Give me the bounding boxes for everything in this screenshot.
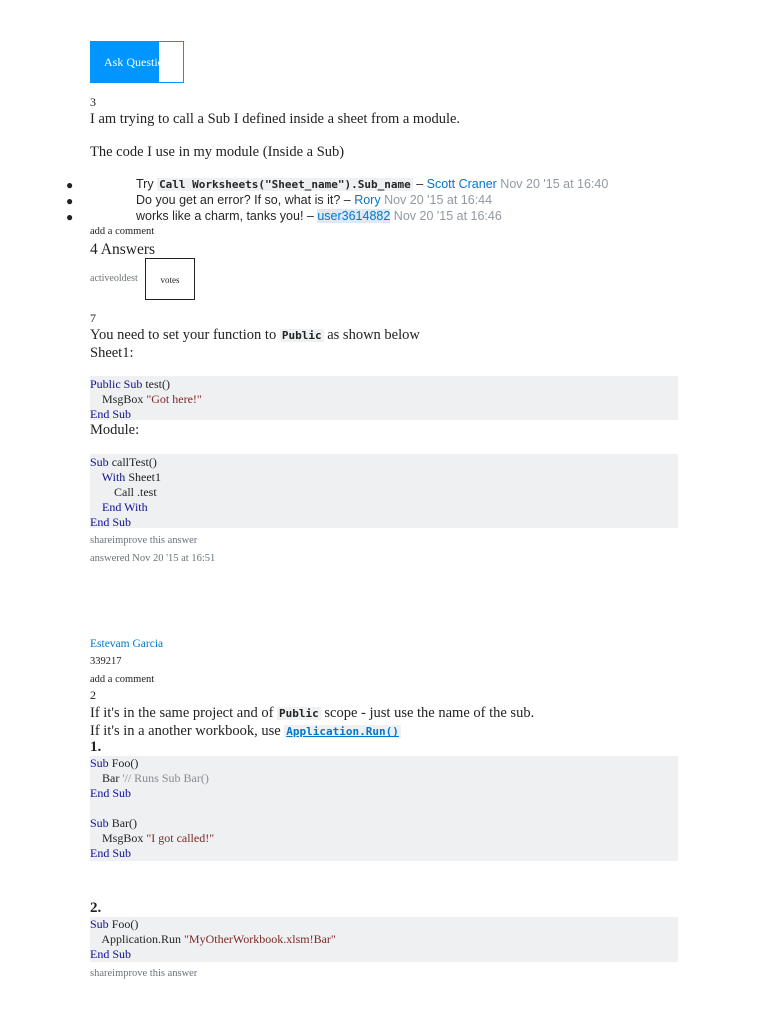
comment-user-link[interactable]: user3614882: [317, 209, 391, 223]
code-token: Bar(): [108, 816, 138, 830]
bullet-icon: ●: [66, 178, 74, 192]
code-line: [90, 470, 678, 485]
bullet-icon: ●: [66, 194, 74, 208]
code-token: test(): [142, 377, 170, 391]
sort-tab-active[interactable]: active: [90, 273, 114, 284]
code-token: End Sub: [90, 407, 132, 421]
heading-2: 2.: [90, 900, 102, 916]
code-line: [90, 500, 678, 515]
code-line: [90, 756, 678, 771]
ask-button-label: Ask Question: [104, 55, 170, 69]
code-line: [90, 377, 678, 392]
code-token: Foo(): [108, 917, 139, 931]
comment-2: Do you get an error? If so, what is it? – Rory Nov 20 '15 at 16:44: [136, 193, 493, 207]
answers-header: 4 Answers: [90, 241, 156, 258]
code-line: [90, 801, 678, 816]
code-block: [90, 917, 678, 962]
code-token: "MyOtherWorkbook.xlsm!Bar": [184, 932, 336, 946]
comment-3: works like a charm, tanks you! – user3614882 Nov 20 '15 at 16:46: [136, 209, 502, 223]
add-comment-link[interactable]: add a comment: [90, 674, 155, 685]
code-block: [90, 454, 678, 528]
code-line: [90, 846, 678, 861]
answer1-score: 7: [90, 311, 96, 325]
bullet-icon: ●: [66, 210, 74, 224]
code-token: Sub: [90, 917, 109, 931]
improve-link[interactable]: improve this answer: [112, 968, 198, 979]
answer1-share-improve: [90, 535, 197, 546]
code-token: Sub: [90, 455, 109, 469]
code-token: Sheet1: [125, 470, 161, 484]
code-line: [90, 831, 678, 846]
code-line: [90, 515, 678, 530]
code-token: With: [101, 470, 126, 484]
add-comment-link[interactable]: add a comment: [90, 226, 155, 237]
comment-user-link[interactable]: Rory: [354, 193, 381, 207]
comment-time: Nov 20 '15 at 16:40: [496, 177, 609, 191]
code-token: Call .test: [90, 485, 157, 499]
answer2-score: 2: [90, 688, 96, 702]
code-token: Public Sub: [90, 377, 143, 391]
code-token: End With: [102, 500, 148, 514]
code-token: "I got called!": [146, 831, 215, 845]
code-token: "Got here!": [146, 392, 202, 406]
comment-time: Nov 20 '15 at 16:44: [380, 193, 493, 207]
code-line: [90, 947, 678, 962]
comment-user-link[interactable]: Scott Craner: [426, 177, 497, 191]
comment-code: Call Worksheets("Sheet_name").Sub_name: [159, 178, 411, 191]
code-line: [90, 485, 678, 500]
code-token: Bar: [90, 771, 123, 785]
answer2-line1: If it's in the same project and of Public scope - just use the name of the sub.: [90, 705, 535, 721]
code-token: MsgBox: [90, 831, 147, 845]
code-line: [90, 407, 678, 422]
answer2-line2: If it's in a another workbook, use Application.Run(): [90, 723, 399, 739]
code-token: End Sub: [90, 786, 132, 800]
code-line: [90, 786, 678, 801]
code-token: Foo(): [108, 756, 139, 770]
code-token: callTest(): [108, 455, 157, 469]
answer2-share-improve: [90, 968, 197, 979]
code-token: [90, 470, 102, 484]
answer1-text: You need to set your function to Public as shown below: [90, 327, 420, 343]
question-body-line2: The code I use in my module (Inside a Sub): [90, 144, 345, 160]
code-line: [90, 771, 678, 786]
answer1-reputation: [90, 656, 122, 667]
answer1-user-link[interactable]: Estevam Garcia: [90, 638, 164, 650]
share-link[interactable]: share: [90, 968, 113, 979]
sort-tabs: [90, 273, 138, 284]
question-score: 3: [90, 95, 96, 109]
sort-tab-oldest[interactable]: oldest: [113, 273, 138, 284]
comment-1: Try Call Worksheets("Sheet_name").Sub_name – Scott Craner Nov 20 '15 at 16:40: [136, 177, 609, 191]
badge-count: 217: [105, 656, 122, 667]
code-token: [90, 500, 102, 514]
question-body-line1: I am trying to call a Sub I defined inside a sheet from a module.: [90, 111, 461, 127]
code-line: [90, 917, 678, 932]
code-token: Application.Run: [90, 932, 184, 946]
answer1-answered: answered Nov 20 '15 at 16:51: [90, 553, 216, 564]
share-link[interactable]: share: [90, 535, 113, 546]
code-token: End Sub: [90, 846, 132, 860]
code-token: End Sub: [90, 947, 132, 961]
application-run-link[interactable]: Application.Run(): [286, 725, 399, 738]
heading-1: 1.: [90, 739, 102, 755]
sheet-label: Sheet1:: [90, 345, 134, 361]
code-block: [90, 376, 678, 420]
code-line: [90, 816, 678, 831]
code-token: MsgBox: [90, 392, 147, 406]
code-line: [90, 392, 678, 407]
code-line: [90, 455, 678, 470]
module-label: Module:: [90, 422, 140, 438]
code-token: '// Runs Sub Bar(): [122, 771, 209, 785]
rep-count: 339: [90, 656, 106, 667]
code-token: Sub: [90, 756, 109, 770]
code-line: [90, 932, 678, 947]
code-token: End Sub: [90, 515, 132, 529]
improve-link[interactable]: improve this answer: [112, 535, 198, 546]
ask-question-button[interactable]: [90, 41, 184, 83]
code-block: [90, 756, 678, 861]
comment-time: Nov 20 '15 at 16:46: [390, 209, 502, 223]
sort-tab-votes[interactable]: votes: [145, 258, 195, 300]
code-token: Sub: [90, 816, 109, 830]
